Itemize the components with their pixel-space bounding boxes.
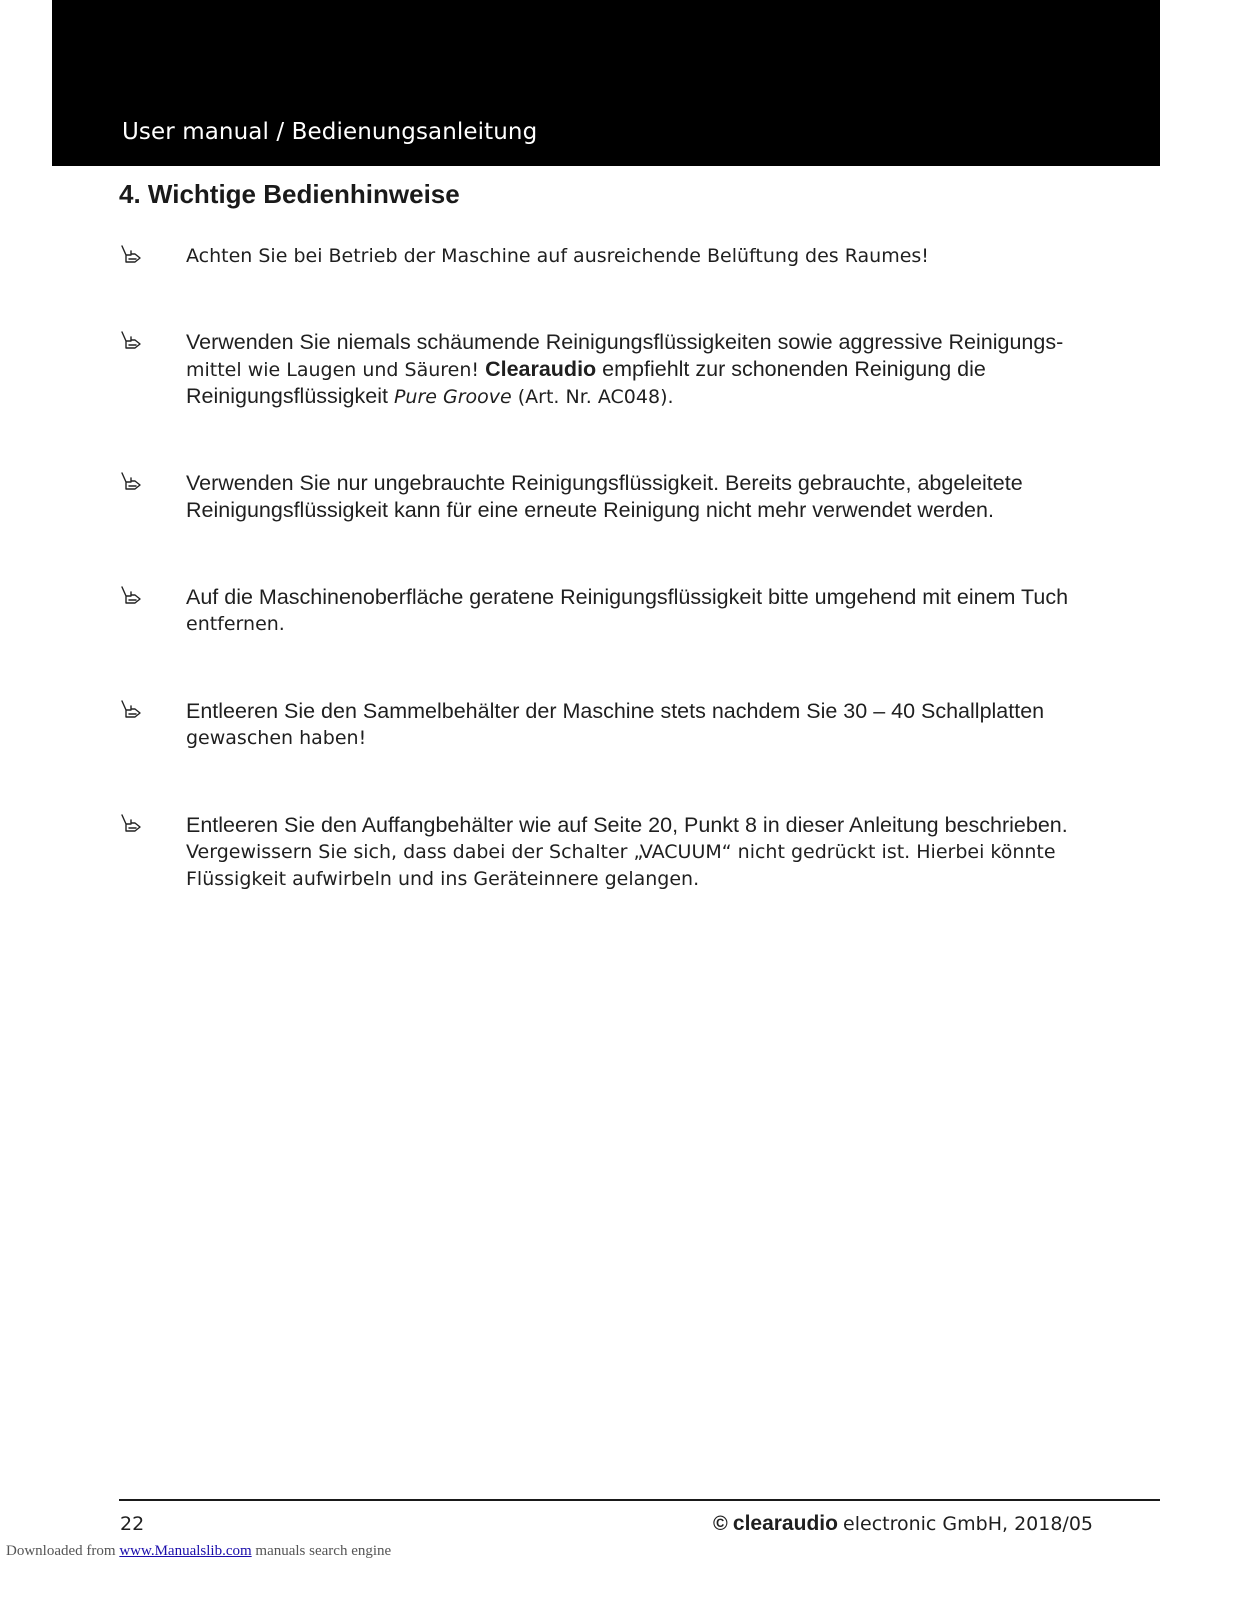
manualslib-link[interactable]: www.Manualslib.com — [119, 1543, 252, 1559]
note-line: Verwenden Sie niemals schäumende Reinigungsflüssigkeiten sowie aggressive Reinigungs- — [186, 330, 1064, 354]
hand-pointing-right-icon — [119, 698, 143, 722]
footer-company: electronic GmbH, 2018/05 — [843, 1513, 1093, 1535]
page-number: 22 — [120, 1513, 145, 1535]
note-line-part: empfiehlt zur schonenden Reinigung die — [596, 357, 986, 381]
note-line: Verwenden Sie nur ungebrauchte Reinigungsflüssigkeit. Bereits gebrauchte, abgeleitete — [186, 471, 1023, 495]
hand-pointing-right-icon — [119, 329, 143, 353]
brand-name: Clearaudio — [485, 357, 597, 381]
note-text — [186, 584, 1116, 638]
note-line: entfernen. — [186, 613, 285, 635]
hand-pointing-right-icon — [119, 584, 143, 608]
download-notice — [6, 1543, 391, 1560]
note-line-part: mittel wie Laugen und Säuren! — [186, 359, 486, 381]
note-text — [186, 812, 1116, 893]
footer-copyright — [713, 1512, 1093, 1536]
hand-pointing-right-icon — [119, 812, 143, 836]
header-bar — [52, 0, 1160, 166]
document-title: User manual / Bedienungsanleitung — [122, 119, 538, 145]
download-prefix: Downloaded from — [6, 1543, 120, 1559]
note-line: Auf die Maschinenoberfläche geratene Reinigungsflüssigkeit bitte umgehend mit einem Tuch — [186, 585, 1069, 609]
note-text — [186, 329, 1116, 410]
footer-brand: clearaudio — [732, 1512, 838, 1535]
product-name: Pure Groove — [393, 386, 512, 408]
download-suffix: manuals search engine — [251, 1543, 392, 1559]
note-text — [186, 470, 1116, 524]
section-heading: 4. Wichtige Bedienhinweise — [119, 179, 460, 209]
note-line — [186, 383, 1116, 410]
note-line-part: Reinigungsflüssigkeit — [186, 384, 394, 408]
note-text — [186, 243, 1116, 270]
hand-pointing-right-icon — [119, 470, 143, 494]
note-line: Achten Sie bei Betrieb der Maschine auf ausreichende Belüftung des Raumes! — [186, 245, 929, 267]
note-line: Flüssigkeit aufwirbeln und ins Geräteinnere gelangen. — [186, 868, 700, 890]
copyright-symbol: © — [713, 1513, 728, 1535]
footer-divider — [119, 1499, 1160, 1501]
note-line: Entleeren Sie den Auffangbehälter wie auf Seite 20, Punkt 8 in dieser Anleitung beschrieben. — [186, 813, 1068, 837]
note-line: Vergewissern Sie sich, dass dabei der Schalter „VACUUM“ nicht gedrückt ist. Hierbei könnte — [186, 841, 1056, 863]
hand-pointing-right-icon — [119, 243, 143, 267]
note-line: Entleeren Sie den Sammelbehälter der Maschine stets nachdem Sie 30 – 40 Schallplatten — [186, 699, 1045, 723]
note-line: Reinigungsflüssigkeit kann für eine erneute Reinigung nicht mehr verwendet werden. — [186, 498, 994, 522]
note-line — [186, 356, 1116, 383]
note-line: gewaschen haben! — [186, 727, 367, 749]
note-line-part: (Art. Nr. AC048). — [511, 386, 674, 408]
note-text — [186, 698, 1116, 752]
